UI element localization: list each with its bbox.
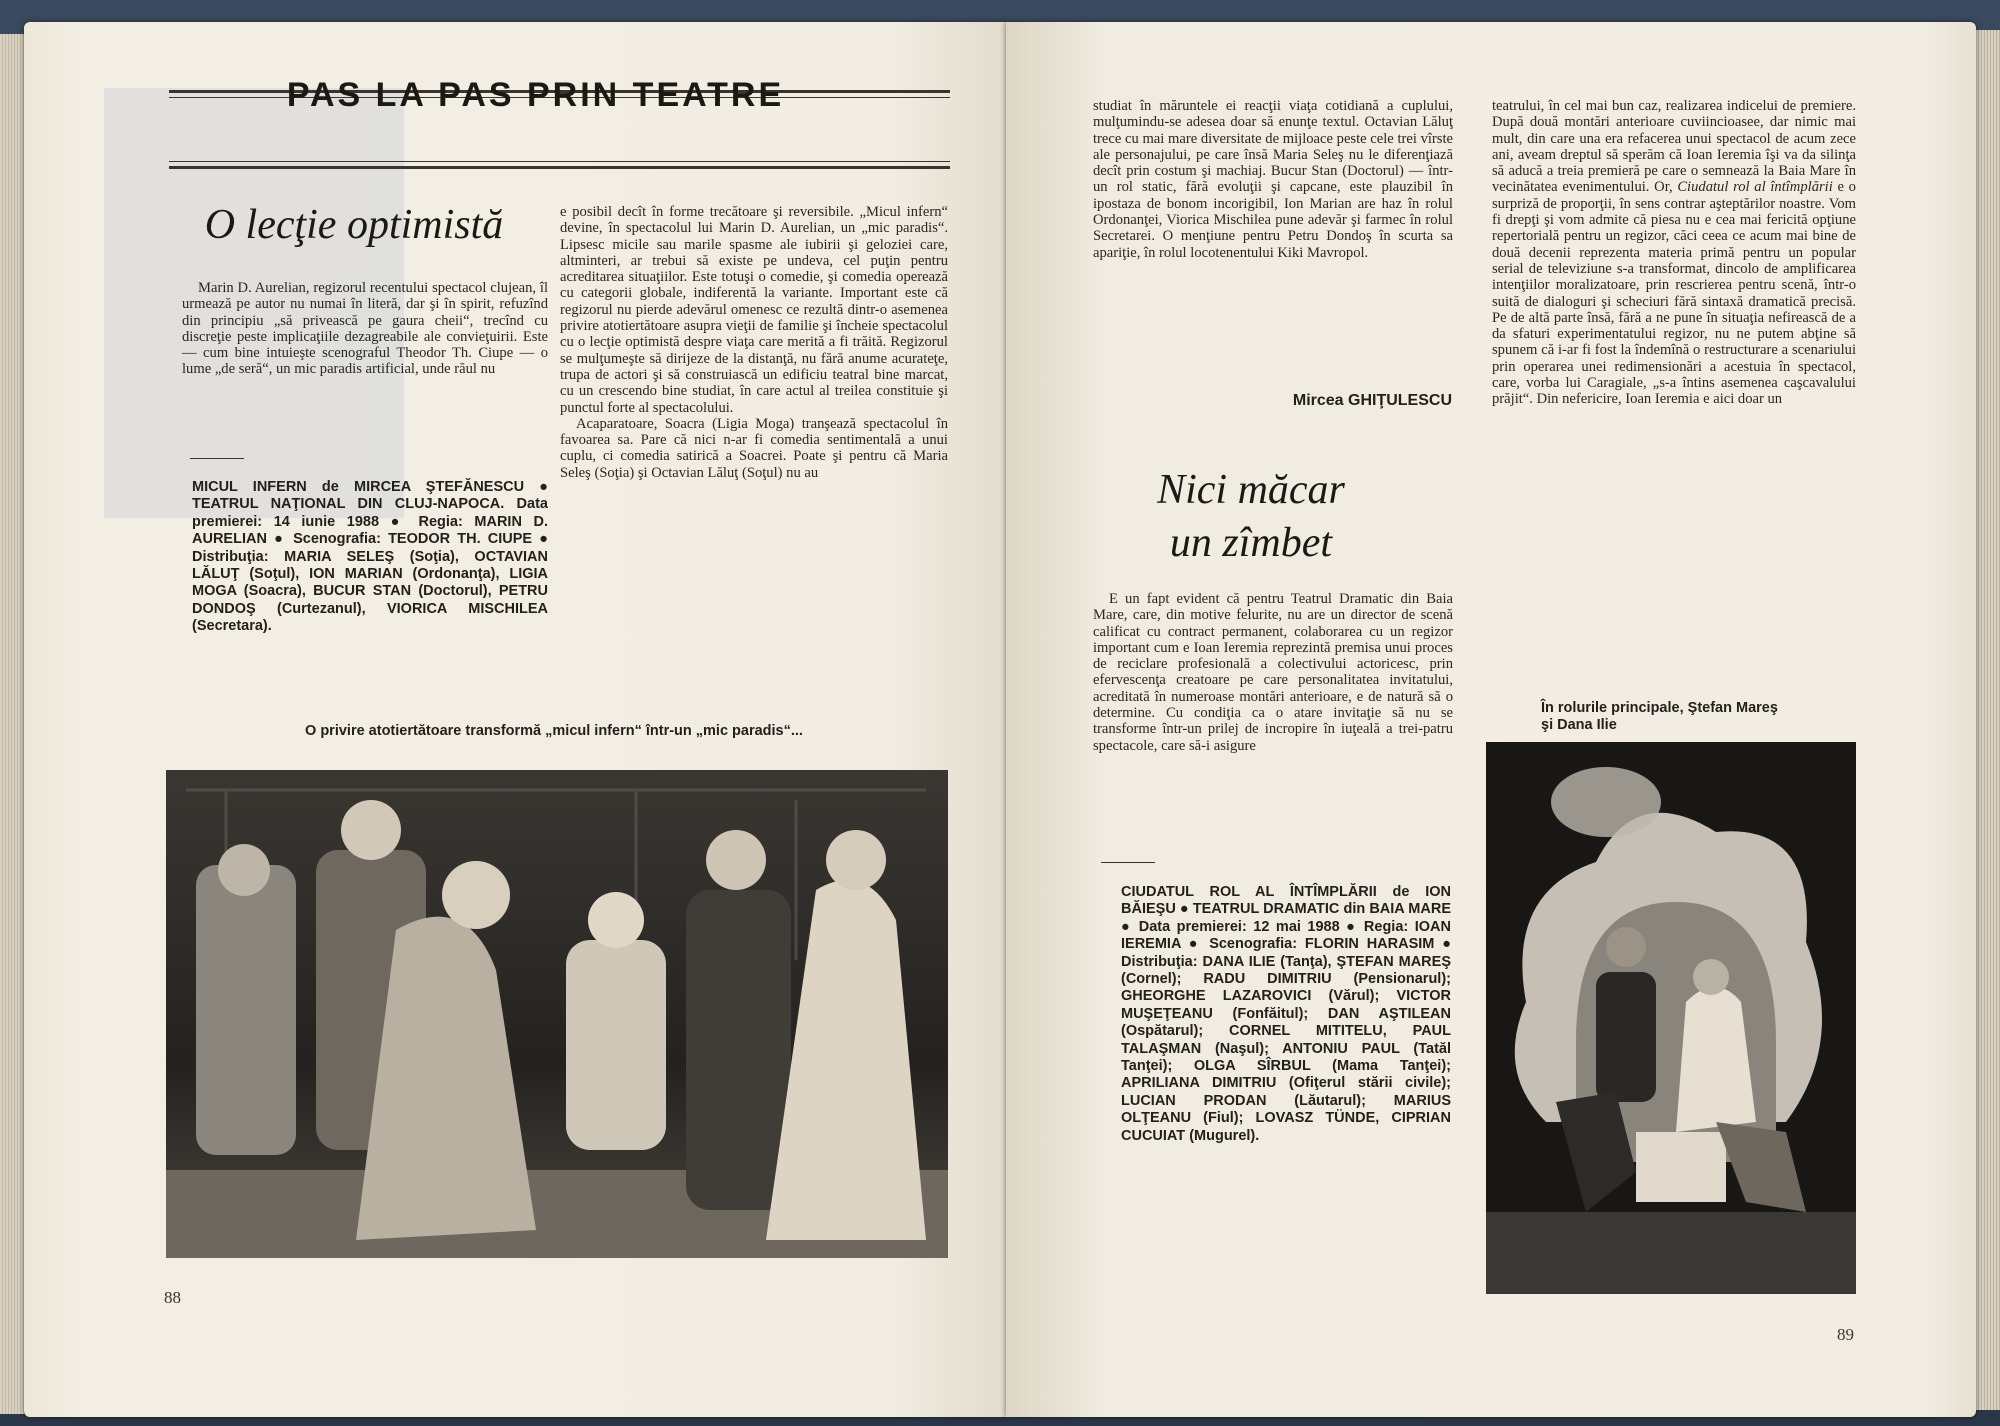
book-edge-left bbox=[0, 34, 24, 1414]
left-column-1-text bbox=[182, 280, 548, 378]
credits-divider bbox=[190, 458, 244, 459]
credits-block: CIUDATUL ROL AL ÎNTÎMPLĂRII de ION BĂIEŞU ● TEATRUL DRAMATIC din BAIA MARE ● Data premierei: 12 mai 1988 ● Regia: IOAN IEREMIA ● Scenografia: FLORIN HARASIM ● Distribuţia: DANA ILIE (Tanţa), ŞTEFAN MAREŞ (Cornel); RADU DIMITRIU (Pensionarul); GHEORGHE LAZAROVICI (Vărul); VICTOR MUŞEŢEANU (Fonfăitul); DAN AŞTILEAN (Ospătarul); CORNEL MITITELU, PAUL TALAŞMAN (Naşul); ANTONIU PAUL (Tatăl Tanţei); OLGA SÎRBUL (Mama Tanţei); APRILIANA DIMITRIU (Ofiţerul stării civile); LUCIAN PRODAN (Lăutarul); MARIUS OLŢEANU (Fiul); LOVASZ TÜNDE, CIPRIAN CUCUIAT (Mugurel). bbox=[1121, 884, 1451, 1144]
page-number: 89 bbox=[1837, 1325, 1854, 1344]
header-rule-bottom bbox=[169, 161, 950, 162]
right-column-1-text-2 bbox=[1093, 591, 1453, 754]
right-page bbox=[1006, 22, 1976, 1417]
photo-caption: O privire atotiertătoare transformă „micul infern“ într-un „mic paradis“... bbox=[305, 723, 803, 739]
paragraph bbox=[1492, 98, 1856, 408]
play-title: Ciudatul rol al întîmplării bbox=[1677, 179, 1833, 196]
paragraph: Acaparatoare, Soacra (Ligia Moga) tranşează spectacolul în favoarea sa. Pare că nici n-ar fi comedia sentimentală a unui cuplu, ci comedia satirică a Soacrei. Poate şi pentru că Maria Seleş (Soţia) şi Octavian Lăluţ (Soţul) nu au bbox=[560, 415, 948, 481]
book-edge-right bbox=[1976, 30, 2000, 1410]
author-signature: Mircea GHIŢULESCU bbox=[1292, 392, 1452, 409]
right-column-2-text bbox=[1492, 98, 1856, 408]
stage-photo-1-image bbox=[166, 770, 948, 1258]
paragraph: e posibil decît în forme trecătoare şi reversibile. „Micul infern“ devine, în spectacolul lui Marin D. Aurelian, un „mic paradis“. Lipsesc micile sau marile spasme ale iubirii şi geloziei care, altminteri, ar trebui să existe pe undeva, cel puţin pentru acreditarea situaţiilor. Este totuşi o comedie, şi comedia operează cu categorii globale, indiferentă la variante. Important este că regizorul nu pierde adevărul omenesc ce rezultă dintr-o asemenea privire atotiertătoare asupra vieţii de familie şi încheie spectacolul cu o lecţie optimistă despre viaţa care merită a fi trăită. Regizorul se mulţumeşte să dirijeze de la distanţă, nu fără anume acurateţe, trupa de actori şi să construiască un edificiu teatral bine marcat, cu un crescendo bine studiat, în care actul al treilea constituie şi punctul forte al spectacolului. bbox=[560, 204, 948, 416]
article-title-line-2: un zîmbet bbox=[1169, 520, 1333, 566]
left-page bbox=[24, 22, 1006, 1417]
credits-block: MICUL INFERN de MIRCEA ŞTEFĂNESCU ● TEATRUL NAŢIONAL DIN CLUJ-NAPOCA. Data premierei: 14 iunie 1988 ● Regia: MARIN D. AURELIAN ● Scenografia: TEODOR TH. CIUPE ● Distribuţia: MARIA SELEŞ (Soţia), OCTAVIAN LĂLUŢ (Soţul), ION MARIAN (Ordonanţa), LIGIA MOGA (Soacra), BUCUR STAN (Doctorul), PETRU DONDOŞ (Curtezanul), VIORICA MISCHILEA (Secretara). bbox=[192, 479, 548, 635]
photo-caption: În rolurile principale, Ştefan Mareş şi Dana Ilie bbox=[1541, 700, 1778, 733]
stage-photo-2-image bbox=[1486, 742, 1856, 1294]
left-column-2-text bbox=[560, 204, 948, 481]
text-run: e o surpriză de proporţii, în sens contrar aşteptărilor noastre. Vom fi drepţi şi vom admite că piesa nu e cea mai fericită opţiune repertorială pentru un regizor, căci ceea ce acum mai bine de două decenii reprezenta materia primă pentru un popular serial de televiziune s-a transformat, dincolo de amplificarea intenţiilor moralizatoare, prin rescrierea pentru scenă, într-o suită de dialoguri şi scheciuri fără sintaxă dramatică precisă. Pe de altă parte însă, fără a ne pune în situaţia nefirească de a da sfaturi experimentatului regizor, nu ne putem abţine să spunem că i-ar fi fost la îndemînă o restructurare a scenariului prin operarea unei redimensionări a acestuia în spectacol, care, vorba lui Caragiale, „s-a întins asemenea caşcavalului prăjit“. Din nefericire, Ioan Ieremia e aici doar un bbox=[1492, 179, 1856, 408]
stage-photo-1 bbox=[166, 770, 948, 1258]
credits-divider bbox=[1101, 862, 1155, 863]
right-column-1-text bbox=[1093, 98, 1453, 261]
page-number: 88 bbox=[164, 1288, 181, 1307]
paragraph: studiat în măruntele ei reacţii viaţa cotidiană a cuplului, mulţumindu-se adesea doar să enunţe textul. Octavian Lăluţ trece cu mai mare diversitate de mijloace peste cele trei vîrste ale personajului, pe care însă Maria Seleş nu le diferenţiază decît prin costum şi machiaj. Bucur Stan (Doctorul) — într-un rol static, fără evoluţii şi capcane, este plauzibil în ipostaza de bonom incorigibil, Ion Marian are haz în rolul Ordonanţei, Viorica Mischilea pune adevăr şi farmec în rolul Secretarei. O menţiune pentru Petru Dondoş în scurta sa apariţie, în rolul locotenentului Kiki Mavropol. bbox=[1093, 98, 1453, 261]
header-rule-bottom-2 bbox=[169, 166, 950, 169]
section-title: PAS LA PAS PRIN TEATRE bbox=[286, 76, 785, 114]
paragraph: E un fapt evident că pentru Teatrul Dramatic din Baia Mare, care, din motive felurite, nu are un director de scenă calificat cu contract permanent, colaborarea cu un regizor important cum e Ioan Ieremia reprezintă premisa unui proces de reciclare profesională a colectivului actoricesc, prin efervescenţa creatoare pe care personalitatea invitatului, acreditată în numeroase montări anterioare, e de natură să o determine. Cu condiţia ca o atare invitaţie să nu se transforme într-un prilej de incropire în iuţeală a trei-patru spectacole, care să-i asigure bbox=[1093, 591, 1453, 754]
stage-photo-2 bbox=[1486, 742, 1856, 1294]
article-title-line-1: Nici măcar bbox=[1157, 467, 1345, 513]
paragraph: Marin D. Aurelian, regizorul recentului spectacol clujean, îl urmează pe autor nu numai în literă, dar şi în spirit, refuzînd din principiu „să privească pe gaura cheii“, trecînd cu discreţie peste implicaţiile dezagreabile ale convieţuirii. Este — cum bine intuieşte scenograful Theodor Th. Ciupe — o lume „de seră“, un mic paradis artificial, unde răul nu bbox=[182, 280, 548, 378]
article-title: O lecţie optimistă bbox=[204, 202, 504, 248]
text-run: teatrului, în cel mai bun caz, realizarea indicelui de premiere. După două montări anterioare cuviincioasee, dar nimic mai mult, din care una era refacerea unui spectacol de acum zece ani, aveam dreptul să sperăm că Ioan Ieremia îşi va da silinţa să aducă a treia premieră pe care o semnează la Baia Mare în vecinătatea evenimentului. Or, bbox=[1492, 98, 1856, 196]
